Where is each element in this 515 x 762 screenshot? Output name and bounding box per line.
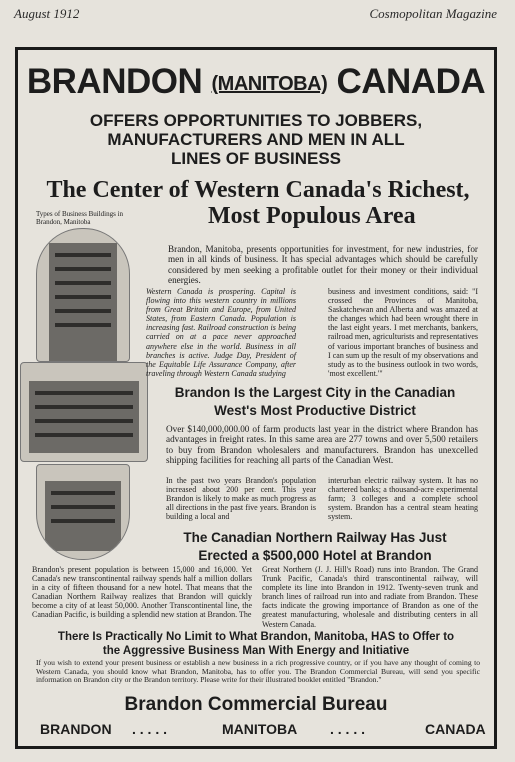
headline-line2: Most Populous Area (208, 203, 416, 229)
headline-line1: The Center of Western Canada's Richest, (46, 177, 470, 203)
building-photo-3 (36, 464, 130, 560)
bureau-name: Brandon Commercial Bureau (124, 694, 388, 715)
heading-largest-city (150, 384, 480, 420)
ad-title (20, 62, 492, 104)
heading-line: the Aggressive Business Man With Energy and Initiative (102, 645, 410, 657)
subtitle-line: MANUFACTURERS AND MEN IN ALL (107, 130, 405, 149)
intro-paragraph: Brandon, Manitoba, presents opportunities for investment, for new industries, for men in all kinds of business. It has special advantages which should be carefully considered by men seeking a profitable outlet for their money or their individual energies. (168, 244, 478, 286)
footer-manitoba: MANITOBA (222, 721, 298, 737)
heading-line: There Is Practically No Limit to What Brandon, Manitoba, HAS to Offer to (57, 631, 455, 643)
footer-brandon: BRANDON (40, 721, 112, 737)
column-right-1: business and investment conditions, said: "I crossed the Provinces of Manitoba, Saskatchewan and Alberta and was amazed at the changes which had been wrought there in the last eight years. I met merchants, bankers, railroad men, agriculturists and representatives of various important branches of business and I can sum up the result of my observations and study as to the business outlook in two words, 'most excellent.'" (328, 287, 478, 378)
column-left-3: Brandon's present population is between 15,000 and 16,000. Yet Canada's new transcontinental railway spends half a million dollars in a city of fifteen thousand for a new hotel. That means that the Canadian Northern Railway realizes that Brandon will quickly become a city of at least 50,000. Another Transcontinental line, the Canadian Pacific, is building a splendid new station at Brandon. The (32, 565, 252, 620)
subtitle-line: LINES OF BUSINESS (170, 149, 342, 168)
subtitle-line: OFFERS OPPORTUNITIES TO JOBBERS, (89, 111, 423, 130)
subtitle (40, 111, 472, 168)
running-head-magazine: Cosmopolitan Magazine (369, 6, 497, 21)
running-head-date: August 1912 (14, 6, 80, 21)
heading-line: Brandon Is the Largest City in the Canadian (174, 385, 456, 400)
title-manitoba: (MANITOBA) (211, 72, 328, 95)
column-left-1: Western Canada is prospering. Capital is flowing into this western country in millions from Great Britain and Europe, from United States, from Eastern Canada. Population is increasing fast. Railroad construction is being carried on at a pace never approached anywhere else in the world. Business in all branches is active. Judge Day, President of the Equitable Life Assurance Company, after traveling through Western Canada studying (146, 287, 296, 378)
footer-dots: . . . . . (330, 721, 366, 737)
heading-line: Erected a $500,000 Hotel at Brandon (198, 548, 432, 563)
closing-paragraph: If you wish to extend your present business or establish a new business in a rich progressive country, or if you have any thought of coming to Western Canada, you should know what Brandon, Manitoba, has to offer you. The Brandon Commercial Bureau, will send you specific information on Brandon city or the Brandon territory. Please write for their illustrated booklet entitled "Brandon." (36, 658, 480, 685)
heading-railway-hotel (150, 529, 480, 565)
farm-products-paragraph: Over $140,000,000.00 of farm products last year in the district where Brandon has advantages in freight rates. In this same area are 277 towns and over 5,500 retailers to buy from Brandon wholesalers and manufacturers. Brandon has unexcelled shipping facilities for reaching all parts of the Canadian West. (166, 424, 478, 466)
building-photo-2 (20, 362, 148, 462)
heading-line: The Canadian Northern Railway Has Just (183, 530, 447, 545)
photo-caption: Types of Business Buildings in Brandon, Manitoba (36, 210, 124, 226)
column-right-3: Great Northern (J. J. Hill's Road) runs into Brandon. The Grand Trunk Pacific, Canada's third transcontinental railway, will complete its line into Brandon in 1912. Twenty-seven trunk and branch lines of railroad run into and radiate from Brandon. These facts indicate the growing importance of Brandon as one of the greatest manufacturing, wholesale and distributing centers in all Western Canada. (262, 565, 478, 629)
building-photo-1 (36, 228, 130, 362)
title-canada: CANADA (336, 62, 486, 101)
heading-no-limit (28, 630, 484, 658)
footer-canada: CANADA (425, 721, 486, 737)
column-right-2: interurban electric railway system. It has no chartered banks; a thousand-acre experimental farm; 3 colleges and a complete school system. Brandon has a central steam heating system. (328, 476, 478, 522)
title-brandon: BRANDON (26, 62, 203, 101)
footer-dots: . . . . . (132, 721, 168, 737)
heading-line: West's Most Productive District (214, 403, 416, 418)
column-left-2: In the past two years Brandon's population increased about 200 per cent. This year Brandon is likely to make as much progress as all directions in the past five years. Brandon is building a local and (166, 476, 316, 522)
